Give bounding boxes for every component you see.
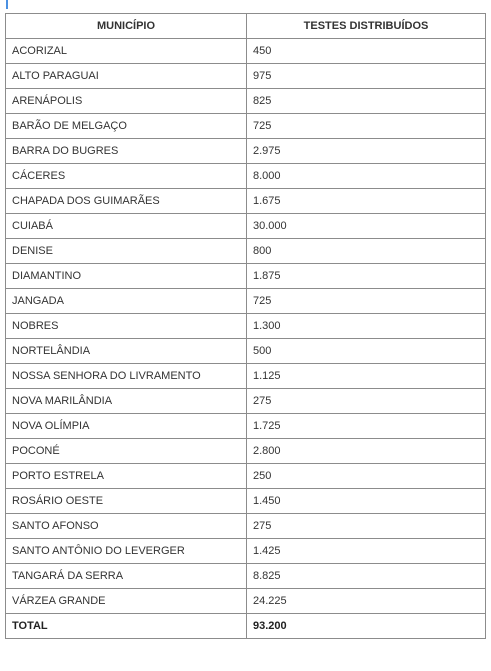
cell-municipio: CHAPADA DOS GUIMARÃES [6, 189, 247, 214]
cell-municipio: SANTO ANTÔNIO DO LEVERGER [6, 539, 247, 564]
cell-municipio: PORTO ESTRELA [6, 464, 247, 489]
cell-testes: 2.975 [247, 139, 486, 164]
cell-municipio: BARÃO DE MELGAÇO [6, 114, 247, 139]
table-row [6, 314, 486, 339]
table-row [6, 489, 486, 514]
cell-testes: 250 [247, 464, 486, 489]
table-row [6, 439, 486, 464]
table-row [6, 289, 486, 314]
cell-testes: 8.825 [247, 564, 486, 589]
cell-testes: 500 [247, 339, 486, 364]
cell-testes: 8.000 [247, 164, 486, 189]
cell-testes: 275 [247, 514, 486, 539]
cell-municipio: NOVA OLÍMPIA [6, 414, 247, 439]
table-row [6, 114, 486, 139]
cell-testes: 24.225 [247, 589, 486, 614]
total-value: 93.200 [247, 614, 486, 639]
cell-testes: 1.450 [247, 489, 486, 514]
table-header-row [6, 14, 486, 39]
cell-municipio: NOBRES [6, 314, 247, 339]
cell-testes: 1.725 [247, 414, 486, 439]
table-row [6, 264, 486, 289]
cell-testes: 30.000 [247, 214, 486, 239]
cell-municipio: NOSSA SENHORA DO LIVRAMENTO [6, 364, 247, 389]
cell-testes: 2.800 [247, 439, 486, 464]
cell-testes: 1.300 [247, 314, 486, 339]
text-cursor-mark [6, 0, 8, 9]
cell-testes: 975 [247, 64, 486, 89]
cell-testes: 450 [247, 39, 486, 64]
table-row [6, 589, 486, 614]
total-label: TOTAL [6, 614, 247, 639]
cell-testes: 800 [247, 239, 486, 264]
table-row [6, 164, 486, 189]
cell-testes: 1.125 [247, 364, 486, 389]
cell-municipio: BARRA DO BUGRES [6, 139, 247, 164]
cell-municipio: ARENÁPOLIS [6, 89, 247, 114]
table-row [6, 239, 486, 264]
cell-testes: 275 [247, 389, 486, 414]
table-row [6, 89, 486, 114]
cell-testes: 1.875 [247, 264, 486, 289]
cell-municipio: SANTO AFONSO [6, 514, 247, 539]
cell-municipio: CUIABÁ [6, 214, 247, 239]
cell-municipio: JANGADA [6, 289, 247, 314]
table-row [6, 414, 486, 439]
table-row [6, 364, 486, 389]
table-body [6, 39, 486, 639]
cell-municipio: ROSÁRIO OESTE [6, 489, 247, 514]
cell-municipio: POCONÉ [6, 439, 247, 464]
cell-municipio: NOVA MARILÂNDIA [6, 389, 247, 414]
table-row [6, 139, 486, 164]
cell-testes: 825 [247, 89, 486, 114]
table-row [6, 389, 486, 414]
table-row [6, 464, 486, 489]
cell-municipio: CÁCERES [6, 164, 247, 189]
table-row [6, 64, 486, 89]
header-testes-distribuidos: TESTES DISTRIBUÍDOS [247, 14, 486, 39]
cell-municipio: ACORIZAL [6, 39, 247, 64]
cell-municipio: DENISE [6, 239, 247, 264]
cell-testes: 725 [247, 289, 486, 314]
table-row [6, 514, 486, 539]
table-row [6, 564, 486, 589]
cell-municipio: TANGARÁ DA SERRA [6, 564, 247, 589]
cell-testes: 725 [247, 114, 486, 139]
table-row [6, 39, 486, 64]
cell-municipio: VÁRZEA GRANDE [6, 589, 247, 614]
tests-distribution-table [5, 13, 486, 639]
cell-municipio: DIAMANTINO [6, 264, 247, 289]
table-row [6, 339, 486, 364]
cell-municipio: ALTO PARAGUAI [6, 64, 247, 89]
cell-testes: 1.425 [247, 539, 486, 564]
table-row [6, 539, 486, 564]
cell-municipio: NORTELÂNDIA [6, 339, 247, 364]
table-row [6, 189, 486, 214]
cell-testes: 1.675 [247, 189, 486, 214]
table-row [6, 214, 486, 239]
header-municipio: MUNICÍPIO [6, 14, 247, 39]
table-total-row [6, 614, 486, 639]
